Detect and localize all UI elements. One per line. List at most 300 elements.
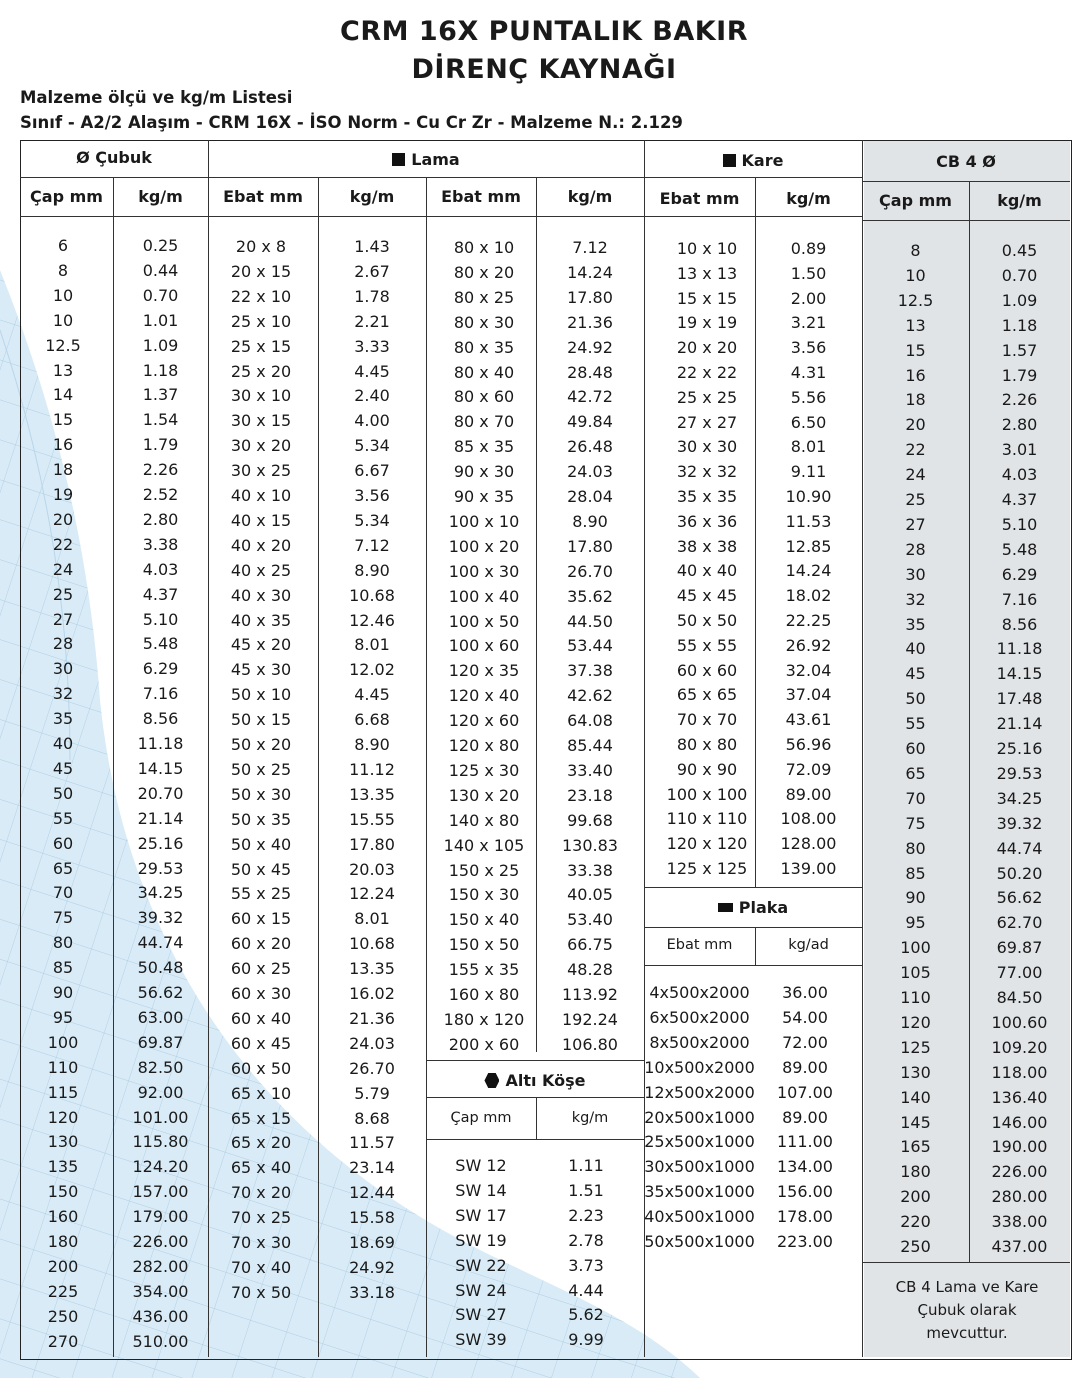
table-cell: 225 bbox=[47, 1281, 79, 1301]
table-cell: 33.40 bbox=[567, 760, 613, 780]
kare-square-icon bbox=[723, 154, 736, 167]
table-cell: 50 x 10 bbox=[230, 685, 292, 705]
table-cell: 4.45 bbox=[354, 361, 390, 381]
table-cell: 17.80 bbox=[567, 287, 613, 307]
table-cell: 10.90 bbox=[785, 487, 832, 506]
table-cell: 115 bbox=[47, 1082, 79, 1102]
table-cell: 80 x 80 bbox=[676, 735, 738, 754]
table-cell: 136.40 bbox=[991, 1087, 1048, 1107]
table-cell: 180 bbox=[900, 1162, 931, 1182]
table-cell: 70 x 25 bbox=[230, 1208, 292, 1228]
table-cell: 50.48 bbox=[137, 958, 184, 978]
table-cell: 25 x 20 bbox=[230, 361, 292, 381]
table-cell: 226.00 bbox=[991, 1162, 1048, 1182]
table-cell: 113.92 bbox=[562, 985, 618, 1004]
table-cell: 12.85 bbox=[785, 536, 832, 556]
cb4-note bbox=[864, 1276, 1070, 1345]
cubuk-kg-header: kg/m bbox=[138, 187, 183, 206]
table-cell: 25x500x1000 bbox=[644, 1132, 755, 1152]
table-cell: 24 bbox=[905, 465, 926, 485]
table-cell: 1.18 bbox=[142, 360, 179, 380]
table-cell: 20.70 bbox=[137, 783, 184, 803]
table-cell: 80 x 40 bbox=[453, 362, 515, 382]
table-cell: 270 bbox=[47, 1331, 79, 1351]
table-cell: 27 bbox=[52, 609, 74, 629]
table-cell: 146.00 bbox=[991, 1112, 1048, 1132]
table-cell: 280.00 bbox=[991, 1187, 1048, 1207]
divider bbox=[644, 965, 862, 966]
table-cell: 80 x 10 bbox=[453, 238, 515, 257]
table-cell: 140 x 105 bbox=[443, 835, 525, 855]
table-cell: 44.50 bbox=[567, 611, 613, 631]
table-cell: 3.21 bbox=[790, 313, 827, 333]
kare-kg-header: kg/m bbox=[786, 189, 831, 208]
table-cell: 282.00 bbox=[132, 1256, 189, 1276]
cubuk-diameter-header: Çap mm bbox=[30, 187, 103, 206]
table-cell: 23.18 bbox=[567, 785, 613, 805]
table-cell: 40x500x1000 bbox=[644, 1207, 755, 1227]
table-cell: 200 bbox=[900, 1187, 931, 1207]
table-cell: 180 x 120 bbox=[443, 1009, 525, 1029]
table-cell: 10.68 bbox=[349, 934, 395, 954]
table-cell: 37.38 bbox=[567, 661, 613, 681]
table-cell: 8 bbox=[57, 260, 69, 280]
table-cell: 32 bbox=[905, 589, 926, 609]
table-cell: 30 x 25 bbox=[230, 461, 292, 481]
table-cell: 10 bbox=[905, 265, 926, 285]
table-cell: 2.80 bbox=[1001, 415, 1038, 435]
table-cell: 12.02 bbox=[349, 660, 395, 680]
table-cell: 115.80 bbox=[132, 1132, 189, 1152]
table-cell: 55 x 25 bbox=[230, 884, 292, 904]
table-cell: 19 x 19 bbox=[676, 313, 738, 333]
cb4-note-line: CB 4 Lama ve Kare bbox=[895, 1278, 1039, 1296]
table-cell: 90 bbox=[905, 888, 926, 908]
table-cell: 18.02 bbox=[785, 586, 832, 606]
table-cell: 160 x 80 bbox=[448, 985, 520, 1004]
table-cell: 50 x 30 bbox=[230, 784, 292, 804]
table-cell: 95 bbox=[905, 913, 926, 933]
table-cell: 65 bbox=[905, 763, 926, 783]
table-cell: 85 x 35 bbox=[453, 437, 515, 457]
table-cell: 22 bbox=[52, 534, 74, 554]
table-cell: 15 bbox=[905, 340, 926, 360]
table-cell: 2.23 bbox=[568, 1205, 604, 1225]
table-cell: 50 x 15 bbox=[230, 710, 292, 730]
table-cell: 13.35 bbox=[349, 959, 395, 979]
table-cell: 40 x 10 bbox=[230, 486, 292, 505]
table-cell: 22.25 bbox=[785, 611, 832, 630]
table-cell: 65 x 65 bbox=[676, 685, 738, 705]
table-cell: 2.00 bbox=[790, 288, 827, 308]
table-cell: 32 x 32 bbox=[676, 462, 738, 482]
table-cell: 156.00 bbox=[777, 1182, 833, 1202]
table-cell: 130 bbox=[47, 1132, 79, 1152]
table-cell: 25 x 15 bbox=[230, 336, 292, 356]
table-cell: 39.32 bbox=[996, 813, 1043, 833]
table-cell: SW 14 bbox=[455, 1180, 507, 1200]
table-cell: 2.40 bbox=[354, 386, 390, 406]
table-cell: 53.44 bbox=[567, 636, 613, 656]
table-cell: 14 bbox=[52, 385, 74, 405]
table-cell: 8.56 bbox=[1001, 614, 1038, 634]
table-cell: 0.89 bbox=[790, 239, 827, 258]
table-cell: 436.00 bbox=[132, 1306, 189, 1326]
table-cell: 22 x 10 bbox=[230, 286, 292, 306]
table-cell: 2.26 bbox=[142, 460, 179, 480]
table-cell: 40 x 30 bbox=[230, 585, 292, 605]
table-cell: 3.56 bbox=[790, 338, 827, 358]
divider bbox=[20, 216, 862, 217]
table-cell: 178.00 bbox=[777, 1207, 833, 1227]
table-cell: 11.12 bbox=[349, 759, 395, 779]
table-cell: 250 bbox=[900, 1237, 931, 1256]
lama-header: Lama bbox=[208, 150, 644, 169]
table-cell: 150 bbox=[47, 1182, 79, 1202]
table-cell: 10 bbox=[52, 285, 74, 305]
table-cell: 53.40 bbox=[567, 910, 613, 930]
table-cell: 63.00 bbox=[137, 1007, 184, 1027]
table-cell: 44.74 bbox=[137, 933, 184, 953]
table-cell: 75 bbox=[905, 813, 926, 833]
alti-kose-size-header: Çap mm bbox=[450, 1110, 512, 1126]
table-cell: 1.37 bbox=[142, 385, 179, 405]
table-cell: 82.50 bbox=[137, 1057, 184, 1077]
table-cell: SW 39 bbox=[455, 1330, 507, 1350]
table-cell: 48.28 bbox=[567, 960, 613, 980]
table-cell: 8 bbox=[910, 241, 921, 260]
table-cell: 29.53 bbox=[996, 763, 1043, 783]
table-cell: 89.00 bbox=[785, 784, 832, 804]
table-cell: 38 x 38 bbox=[676, 536, 738, 556]
table-cell: 10x500x2000 bbox=[644, 1057, 755, 1077]
table-cell: 90 x 35 bbox=[453, 487, 515, 506]
divider bbox=[862, 220, 1070, 221]
table-cell: 25 bbox=[52, 584, 74, 604]
table-cell: 40 x 35 bbox=[230, 610, 292, 630]
table-cell: 20 x 15 bbox=[230, 261, 292, 281]
table-cell: 100 bbox=[900, 938, 931, 958]
table-cell: 6x500x2000 bbox=[649, 1007, 750, 1027]
table-cell: 32.04 bbox=[785, 660, 832, 680]
table-cell: 55 x 55 bbox=[676, 635, 738, 655]
table-cell: 39.32 bbox=[137, 908, 184, 928]
table-cell: 23.14 bbox=[349, 1158, 395, 1178]
cb4-kg-header: kg/m bbox=[997, 191, 1042, 210]
table-cell: 34.25 bbox=[137, 883, 184, 903]
table-cell: 90 bbox=[52, 983, 74, 1002]
table-cell: 60 x 25 bbox=[230, 959, 292, 979]
table-cell: 20 x 20 bbox=[676, 338, 738, 358]
table-cell: 179.00 bbox=[132, 1207, 189, 1227]
table-cell: 8.90 bbox=[354, 735, 390, 754]
table-cell: 16.02 bbox=[349, 984, 395, 1003]
table-cell: 70 x 50 bbox=[230, 1282, 292, 1302]
table-cell: 14.15 bbox=[996, 664, 1043, 684]
table-cell: 60 bbox=[905, 739, 926, 758]
table-cell: 80 x 35 bbox=[453, 337, 515, 357]
table-cell: 70 bbox=[52, 883, 74, 903]
table-cell: 6.67 bbox=[354, 461, 390, 481]
table-cell: 69.87 bbox=[996, 938, 1043, 958]
table-cell: 338.00 bbox=[991, 1212, 1048, 1232]
table-cell: 17.48 bbox=[996, 689, 1043, 709]
table-cell: 32 bbox=[52, 684, 74, 704]
table-cell: 8.01 bbox=[790, 437, 827, 457]
table-cell: 66.75 bbox=[567, 935, 613, 955]
table-cell: 8.01 bbox=[354, 909, 390, 929]
table-cell: 111.00 bbox=[777, 1132, 833, 1152]
table-cell: 18 bbox=[52, 460, 74, 480]
table-cell: 2.26 bbox=[1001, 390, 1038, 410]
table-cell: 33.38 bbox=[567, 860, 613, 880]
table-cell: 8.56 bbox=[142, 709, 179, 729]
table-cell: 157.00 bbox=[132, 1182, 189, 1202]
table-cell: 21.36 bbox=[349, 1008, 395, 1028]
table-cell: 25.16 bbox=[996, 739, 1043, 758]
table-cell: 30 x 10 bbox=[230, 386, 292, 406]
table-cell: 5.10 bbox=[142, 609, 179, 629]
table-cell: 1.01 bbox=[142, 310, 179, 330]
table-cell: 36 x 36 bbox=[676, 511, 738, 531]
table-cell: 12x500x2000 bbox=[644, 1082, 755, 1102]
table-cell: 56.62 bbox=[137, 983, 184, 1002]
table-cell: 40 bbox=[905, 639, 926, 659]
table-cell: 106.80 bbox=[562, 1034, 618, 1054]
table-cell: 108.00 bbox=[780, 809, 837, 829]
divider bbox=[862, 181, 1070, 182]
table-cell: 80 bbox=[905, 838, 926, 858]
table-cell: 21.36 bbox=[567, 312, 613, 332]
table-cell: 250 bbox=[47, 1306, 79, 1326]
table-cell: 4.03 bbox=[1001, 465, 1038, 485]
table-cell: 12.46 bbox=[349, 610, 395, 630]
table-cell: 4.44 bbox=[568, 1280, 604, 1300]
table-cell: 35.62 bbox=[567, 586, 613, 606]
table-cell: 26.48 bbox=[567, 437, 613, 457]
table-cell: 26.70 bbox=[349, 1058, 395, 1078]
table-cell: 28 bbox=[905, 539, 926, 559]
table-cell: 85 bbox=[905, 863, 926, 883]
plaka-bar-icon bbox=[718, 903, 733, 912]
table-cell: 60 x 15 bbox=[230, 909, 292, 929]
table-cell: 6.29 bbox=[142, 659, 179, 679]
table-cell: 15.58 bbox=[349, 1208, 395, 1228]
divider bbox=[426, 1060, 644, 1061]
table-cell: 120 bbox=[47, 1107, 79, 1127]
table-cell: 60 x 40 bbox=[230, 1008, 292, 1028]
table-cell: 150 x 30 bbox=[448, 885, 520, 905]
table-cell: 84.50 bbox=[996, 988, 1043, 1007]
table-cell: 90 x 90 bbox=[676, 759, 738, 779]
table-cell: 11.18 bbox=[996, 639, 1043, 659]
table-cell: 60 bbox=[52, 833, 74, 853]
table-cell: 75 bbox=[52, 908, 74, 928]
table-cell: 60 x 30 bbox=[230, 984, 292, 1003]
table-cell: 80 x 30 bbox=[453, 312, 515, 332]
table-cell: 20 x 8 bbox=[235, 237, 287, 256]
lama-size-header-1: Ebat mm bbox=[223, 187, 303, 206]
table-cell: 15.55 bbox=[349, 809, 395, 829]
table-cell: 40 bbox=[52, 734, 74, 753]
table-cell: 12.24 bbox=[349, 884, 395, 904]
table-cell: 354.00 bbox=[132, 1281, 189, 1301]
table-cell: SW 19 bbox=[455, 1230, 507, 1250]
kare-header: Kare bbox=[644, 151, 862, 170]
table-cell: 4.00 bbox=[354, 411, 390, 431]
table-cell: 28.04 bbox=[567, 487, 613, 506]
table-cell: 124.20 bbox=[132, 1157, 189, 1177]
table-cell: 42.62 bbox=[567, 686, 613, 706]
table-cell: 150 x 25 bbox=[448, 860, 520, 880]
table-cell: 5.56 bbox=[790, 387, 827, 407]
table-cell: 70 bbox=[905, 788, 926, 808]
table-cell: 7.12 bbox=[572, 238, 608, 257]
alti-kose-header: Altı Köşe bbox=[426, 1071, 644, 1090]
table-cell: 45 bbox=[905, 664, 926, 684]
table-cell: 1.11 bbox=[568, 1156, 604, 1175]
table-cell: 15 x 15 bbox=[676, 288, 738, 308]
divider bbox=[644, 887, 862, 888]
table-cell: 130.83 bbox=[562, 835, 618, 855]
table-cell: 226.00 bbox=[132, 1232, 189, 1251]
table-cell: 54.00 bbox=[782, 1007, 828, 1027]
table-cell: 0.44 bbox=[142, 260, 179, 280]
table-cell: 20.03 bbox=[349, 859, 395, 879]
kare-size-header: Ebat mm bbox=[659, 189, 740, 208]
table-cell: 100.60 bbox=[991, 1012, 1048, 1032]
table-cell: 55 bbox=[52, 808, 74, 828]
table-cell: 110 bbox=[900, 988, 931, 1007]
table-cell: 8.90 bbox=[572, 511, 608, 531]
table-cell: 89.00 bbox=[782, 1107, 828, 1127]
table-cell: 8x500x2000 bbox=[649, 1032, 750, 1052]
table-cell: 0.45 bbox=[1001, 241, 1038, 260]
table-cell: 140 x 80 bbox=[448, 810, 520, 830]
table-cell: 13 bbox=[905, 315, 926, 335]
table-cell: SW 24 bbox=[455, 1280, 507, 1300]
table-cell: 15 bbox=[52, 410, 74, 430]
table-cell: 0.70 bbox=[142, 285, 179, 305]
table-cell: 7.16 bbox=[1001, 589, 1038, 609]
table-cell: 27 bbox=[905, 514, 926, 534]
table-cell: 45 x 45 bbox=[676, 586, 738, 606]
table-cell: 30 x 20 bbox=[230, 436, 292, 456]
table-cell: 120 x 40 bbox=[448, 686, 520, 706]
table-cell: 4.31 bbox=[790, 363, 827, 382]
table-cell: 45 x 30 bbox=[230, 660, 292, 680]
table-cell: 100 bbox=[47, 1032, 79, 1052]
table-cell: 80 x 70 bbox=[453, 412, 515, 432]
table-cell: 24.03 bbox=[567, 462, 613, 482]
table-cell: 9.99 bbox=[568, 1330, 604, 1350]
table-cell: 3.33 bbox=[354, 336, 390, 356]
table-cell: 24.03 bbox=[349, 1033, 395, 1053]
table-cell: 72.09 bbox=[785, 759, 832, 779]
table-cell: 45 bbox=[52, 758, 74, 778]
table-cell: 4.03 bbox=[142, 559, 179, 579]
table-cell: SW 27 bbox=[455, 1305, 507, 1325]
table-cell: 37.04 bbox=[785, 685, 832, 705]
table-cell: 35 bbox=[905, 614, 926, 634]
table-cell: 30 x 15 bbox=[230, 411, 292, 431]
table-cell: 28 bbox=[52, 634, 74, 654]
table-cell: 27 x 27 bbox=[676, 412, 738, 432]
table-cell: 13 bbox=[52, 360, 74, 380]
table-cell: 1.09 bbox=[1001, 290, 1038, 310]
table-cell: 55 bbox=[905, 714, 926, 734]
table-cell: 5.34 bbox=[354, 436, 390, 456]
table-cell: 145 bbox=[900, 1112, 931, 1132]
table-cell: 25.16 bbox=[137, 833, 184, 853]
table-cell: 130 bbox=[900, 1062, 931, 1082]
table-cell: 192.24 bbox=[562, 1009, 618, 1029]
table-cell: 105 bbox=[900, 963, 931, 983]
table-cell: 18 bbox=[905, 390, 926, 410]
alti-kose-kg-header: kg/m bbox=[571, 1110, 609, 1126]
table-cell: 35x500x1000 bbox=[644, 1182, 755, 1202]
cb4-note-line: Çubuk olarak bbox=[917, 1301, 1017, 1319]
table-cell: 36.00 bbox=[782, 983, 828, 1002]
table-cell: 110 x 110 bbox=[666, 809, 748, 829]
table-cell: 21.14 bbox=[137, 808, 184, 828]
table-cell: 40 x 25 bbox=[230, 560, 292, 580]
table-cell: 1.50 bbox=[790, 263, 827, 283]
table-cell: 72.00 bbox=[782, 1032, 828, 1052]
lama-size-header-2: Ebat mm bbox=[441, 187, 521, 206]
table-cell: 510.00 bbox=[132, 1331, 189, 1351]
table-cell: 165 bbox=[900, 1137, 931, 1157]
table-cell: 8.90 bbox=[354, 560, 390, 580]
table-cell: 35 bbox=[52, 709, 74, 729]
table-cell: 10.68 bbox=[349, 585, 395, 605]
subtitle-list: Malzeme ölçü ve kg/m Listesi bbox=[20, 88, 293, 107]
table-cell: 30 x 30 bbox=[676, 437, 738, 457]
table-cell: 437.00 bbox=[991, 1237, 1048, 1256]
plaka-kg-header: kg/ad bbox=[788, 937, 829, 953]
table-cell: 3.38 bbox=[142, 534, 179, 554]
table-cell: 3.73 bbox=[568, 1255, 604, 1275]
table-cell: 6 bbox=[57, 236, 69, 255]
table-cell: 2.78 bbox=[568, 1230, 604, 1250]
table-cell: 50.20 bbox=[996, 863, 1043, 883]
cb4-note-line: mevcuttur. bbox=[926, 1324, 1008, 1342]
table-cell: 80 x 25 bbox=[453, 287, 515, 307]
table-cell: 60 x 20 bbox=[230, 934, 292, 954]
table-cell: 220 bbox=[900, 1212, 931, 1232]
table-cell: 29.53 bbox=[137, 858, 184, 878]
table-cell: 1.43 bbox=[354, 237, 390, 256]
table-cell: 125 x 30 bbox=[448, 760, 520, 780]
table-cell: 9.11 bbox=[790, 462, 827, 482]
table-cell: 65 x 15 bbox=[230, 1108, 292, 1128]
table-cell: 150 x 40 bbox=[448, 910, 520, 930]
table-cell: 17.80 bbox=[567, 536, 613, 556]
table-cell: 25 bbox=[905, 490, 926, 509]
table-cell: 120 bbox=[900, 1012, 931, 1032]
table-cell: SW 22 bbox=[455, 1255, 507, 1275]
table-cell: 70 x 70 bbox=[676, 710, 738, 730]
table-cell: 50 bbox=[905, 689, 926, 709]
document-title-line1: CRM 16X PUNTALIK BAKIR bbox=[340, 16, 748, 47]
table-cell: 12.44 bbox=[349, 1183, 395, 1203]
table-cell: 25 x 10 bbox=[230, 311, 292, 331]
table-cell: 80 x 60 bbox=[453, 387, 515, 407]
table-cell: 44.74 bbox=[996, 838, 1043, 858]
table-cell: 6.68 bbox=[354, 710, 390, 730]
table-cell: 4.45 bbox=[354, 685, 390, 705]
table-cell: 10 bbox=[52, 310, 74, 330]
